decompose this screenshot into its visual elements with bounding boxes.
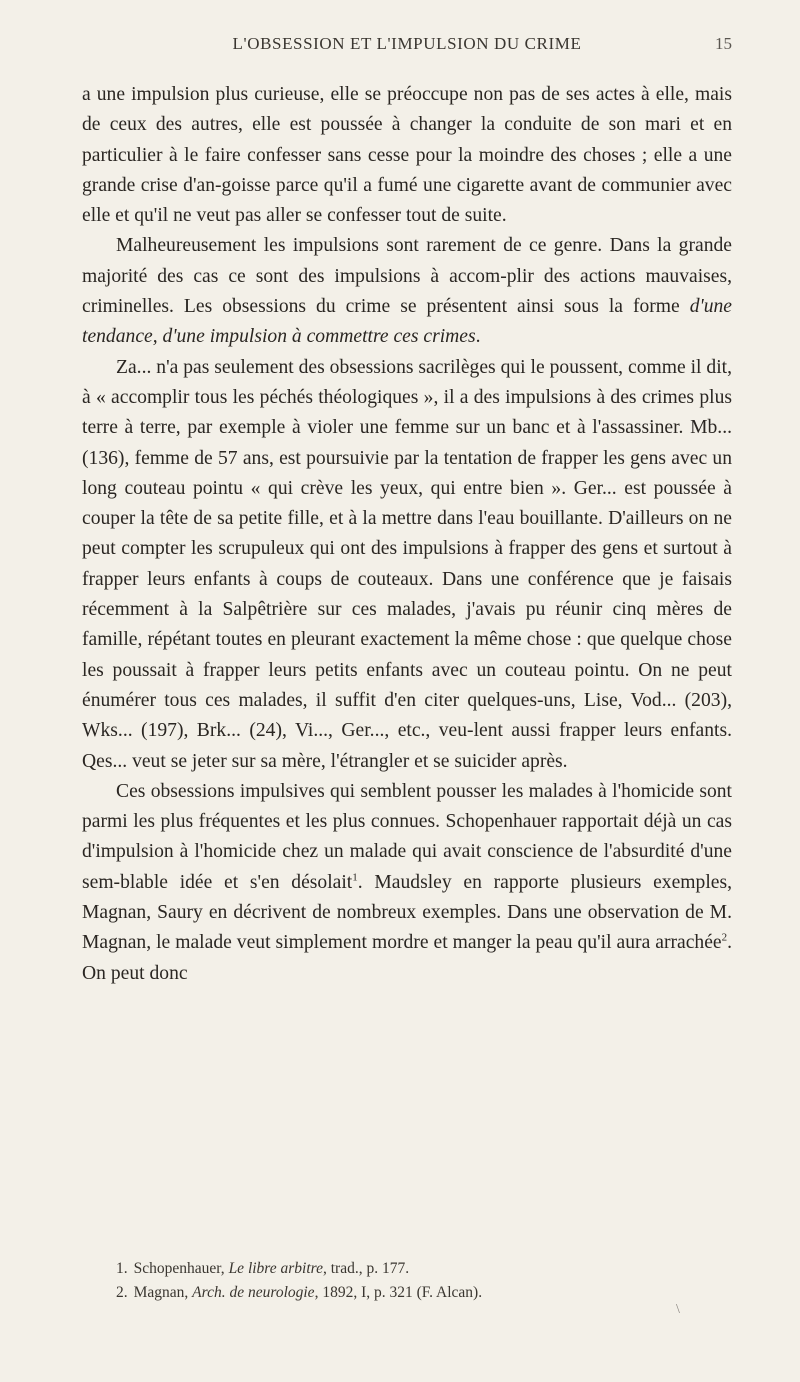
footnote-2-title: Arch. de neurologie (192, 1284, 315, 1301)
footnote-2-author: Magnan, (133, 1284, 193, 1301)
running-header (82, 34, 732, 58)
footnote-1 (82, 1257, 732, 1281)
paragraph-3 (82, 353, 732, 777)
footnote-1-title: Le libre arbitre (228, 1260, 323, 1277)
paragraph-4-end: . On peut donc (82, 932, 732, 984)
footnote-1-author: Schopenhauer, (133, 1260, 229, 1277)
footnote-ref-1[interactable]: 1 (352, 871, 358, 884)
footnote-2-number: 2. (116, 1284, 128, 1301)
footnote-2-rest: , 1892, I, p. 321 (F. Alcan). (314, 1284, 483, 1301)
footnote-2 (82, 1281, 732, 1305)
paragraph-4-text: Ces obsessions impulsives qui semblent pousser les malades à l'homicide sont parmi les plus fréquentes et les plus connues. Schopenhauer rapportait déjà un cas d'impulsion à l'homicide chez un malade qui avait conscience de l'absurdité d'une sem-blable idée et s'en désolait (82, 780, 732, 893)
paragraph-2-italic: d'une tendance, d'une impulsion à commettre ces crimes (82, 296, 732, 348)
running-title: L'OBSESSION ET L'IMPULSION DU CRIME (232, 34, 582, 53)
page-number: 15 (715, 34, 732, 53)
footnote-ref-2[interactable]: 2 (721, 931, 728, 944)
paragraph-1-text: a une impulsion plus curieuse, elle se préoccupe non pas de ses actes à elle, mais de ceux des autres, elle est poussée à changer la conduite de son mari et en particulier à le faire confesser sans cesse pour la moindre des choses ; elle a une grande crise d'an-goisse parce qu'il a fumé une cigarette avant de communier avec elle et qu'il ne veut pas aller se confesser tout de suite. (82, 84, 732, 227)
footnote-1-rest: , trad., p. 177. (323, 1260, 410, 1277)
paragraph-2 (82, 231, 732, 352)
paragraph-2-text: Malheureusement les impulsions sont rarement de ce genre. Dans la grande majorité des cas ce sont des impulsions à accom-plir des actions mauvaises, criminelles. Les obsessions du crime se présentent ainsi sous la forme (82, 235, 732, 318)
paragraph-1 (82, 80, 732, 231)
footnotes (82, 1257, 732, 1305)
body-text (82, 80, 732, 989)
stray-mark: \ (676, 1302, 680, 1317)
paragraph-4 (82, 777, 732, 989)
paragraph-3-text: Za... n'a pas seulement des obsessions sacrilèges qui le poussent, comme il dit, à « accomplir tous les péchés théologiques », il a des impulsions à des crimes plus terre à terre, par exemple à violer une femme sur un banc et à l'assassiner. Mb... (136), femme de 57 ans, est poursuivie par la tentation de frapper les gens avec un long couteau pointu « qui crève les yeux, qui entre bien ». Ger... est poussée à couper la tête de sa petite fille, et à la mettre dans l'eau bouillante. D'ailleurs on ne peut compter les scrupuleux qui ont des impulsions à frapper des gens et surtout à frapper leurs enfants à coups de couteaux. Dans une conférence que je faisais récemment à la Salpêtrière sur ces malades, j'avais pu réunir cinq mères de famille, répétant toutes en pleurant exactement la même chose : que quelque chose les poussait à frapper leurs petits enfants avec un couteau pointu. On ne peut énumérer tous ces malades, il suffit d'en citer quelques-uns, Lise, Vod... (203), Wks... (197), Brk... (24), Vi..., Ger..., etc., veu-lent aussi frapper leurs enfants. Qes... veut se jeter sur sa mère, l'étrangler et se suicider après. (82, 356, 732, 772)
paragraph-4-mid: . Maudsley en rapporte plusieurs exemples, Magnan, Saury en décrivent de nombreux exemples. Dans une observation de M. Magnan, le malade veut simplement mordre et manger la peau qu'il aura arrachée (82, 871, 732, 954)
footnote-1-number: 1. (116, 1260, 128, 1277)
paragraph-2-end: . (475, 326, 481, 348)
